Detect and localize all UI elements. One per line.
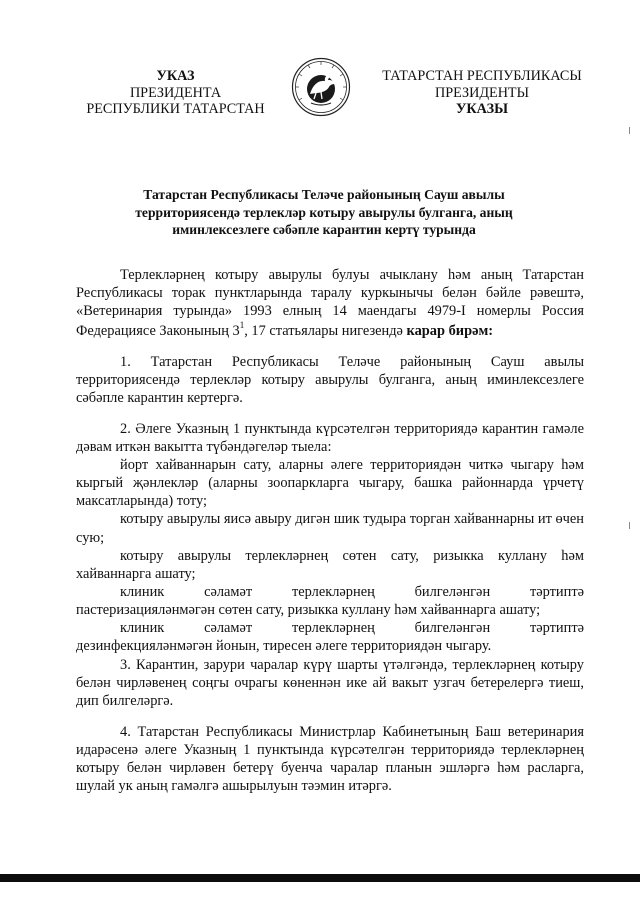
preamble-superscript: 1 bbox=[239, 320, 245, 331]
preamble-last-start: Федерациясе Законының 3 bbox=[76, 323, 240, 340]
item-2 bbox=[76, 420, 584, 655]
preamble-line-1: Терлекләрнең котыру авырулы булуы ачыклану һәм аның Татарстан bbox=[120, 267, 584, 283]
item-2-sub-5a: клиник сәламәт терлекләрнең билгеләнгән тәртиптә bbox=[120, 620, 584, 637]
scan-mark bbox=[629, 522, 630, 529]
item-3 bbox=[76, 656, 584, 710]
item-1-text: 1. Татарстан Республикасы Теләче районының Сауш авылы территориясендә терлекләр котыру авырулы булганга, аның иминлексезлеге сәбәпле карантин кертергә. bbox=[76, 354, 584, 407]
document-title bbox=[92, 186, 556, 239]
header-left-title: УКАЗ bbox=[156, 68, 195, 84]
item-1 bbox=[76, 353, 584, 407]
item-2-intro: 2. Әлеге Указның 1 пунктында күрсәтелгән территориядә карантин гамәле дәвам иткән вакытта түбәндәгеләр тыела: bbox=[76, 421, 584, 456]
preamble bbox=[76, 266, 584, 340]
item-4 bbox=[76, 723, 584, 795]
item-2-sub-2: котыру авырулы яисә авыру дигән шик тудыра торган хайваннарны ит өчен сую; bbox=[76, 511, 584, 546]
header-left-line2: ПРЕЗИДЕНТА bbox=[129, 84, 222, 101]
preamble-decision: карар бирәм: bbox=[406, 323, 494, 340]
scan-edge-bar bbox=[0, 874, 640, 882]
scan-mark bbox=[629, 127, 630, 134]
title-line-2: территориясендә терлекләр котыру авырулы булганга, аның bbox=[135, 204, 513, 220]
item-2-sub-3: котыру авырулы терлекләрнең сөтен сату, ризыкка куллану һәм хайваннарга ашату; bbox=[76, 547, 584, 582]
preamble-line-2: Республикасы торак пунктларында таралу куркынычы белән бәйле рәвештә, bbox=[76, 285, 584, 302]
header-left-line3: РЕСПУБЛИКИ ТАТАРСТАН bbox=[86, 101, 265, 117]
item-4-text: 4. Татарстан Республикасы Министрлар Кабинетының Баш ветеринария идарәсенә әлеге Указның 1 пунктында күрсәтелгән территориядә терлекләрнең котыру белән чирләвен бетерү буенча чаралар планын эшләргә һәм расларга, шулай ук аның гамәлгә ашырылуын тәэмин итәргә. bbox=[76, 724, 584, 795]
header-right-line2: ПРЕЗИДЕНТЫ bbox=[435, 84, 529, 101]
item-2-sub-4b: пастеризацияләнмәгән сөтен сату, ризыкка куллану һәм хайваннарга ашату; bbox=[76, 601, 541, 618]
item-2-sub-5b: дезинфекцияләнмәгән йонын, тиресен әлеге территориядән чыгару. bbox=[76, 638, 492, 655]
header-right-line1: ТАТАРСТАН РЕСПУБЛИКАСЫ bbox=[382, 68, 582, 84]
header-right-title: УКАЗЫ bbox=[455, 101, 508, 117]
title-line-1: Татарстан Республикасы Теләче районының Сауш авылы bbox=[143, 187, 505, 202]
header-right bbox=[373, 68, 591, 118]
preamble-last-mid: , 17 статьялары нигезендә bbox=[244, 323, 407, 340]
item-2-sub-4a: клиник сәламәт терлекләрнең билгеләнгән тәртиптә bbox=[120, 583, 584, 600]
title-line-3: иминлексезлеге сәбәпле карантин кертү турында bbox=[172, 222, 476, 237]
header-left bbox=[78, 68, 273, 118]
preamble-line-4 bbox=[76, 322, 584, 340]
preamble-line-3: «Ветеринария турында» 1993 елның 14 маендагы 4979-I номерлы Россия bbox=[76, 303, 584, 320]
coat-of-arms-icon bbox=[291, 57, 351, 117]
item-3-text: 3. Карантин, зарури чаралар күрү шарты үтәлгәндә, терлекләрнең котыру белән чирләвенең соңгы очрагы көненнән ике ай вакыт узгач бетерелергә тиеш, дип билгеләргә. bbox=[76, 657, 584, 710]
item-2-sub-1: йорт хайваннарын сату, аларны әлеге территориядән читкә чыгару һәм кыргый җәнлекләр (аларны зоопаркларга чыгару, башка районнарда үрчетү максатларында) тоту; bbox=[76, 457, 584, 510]
